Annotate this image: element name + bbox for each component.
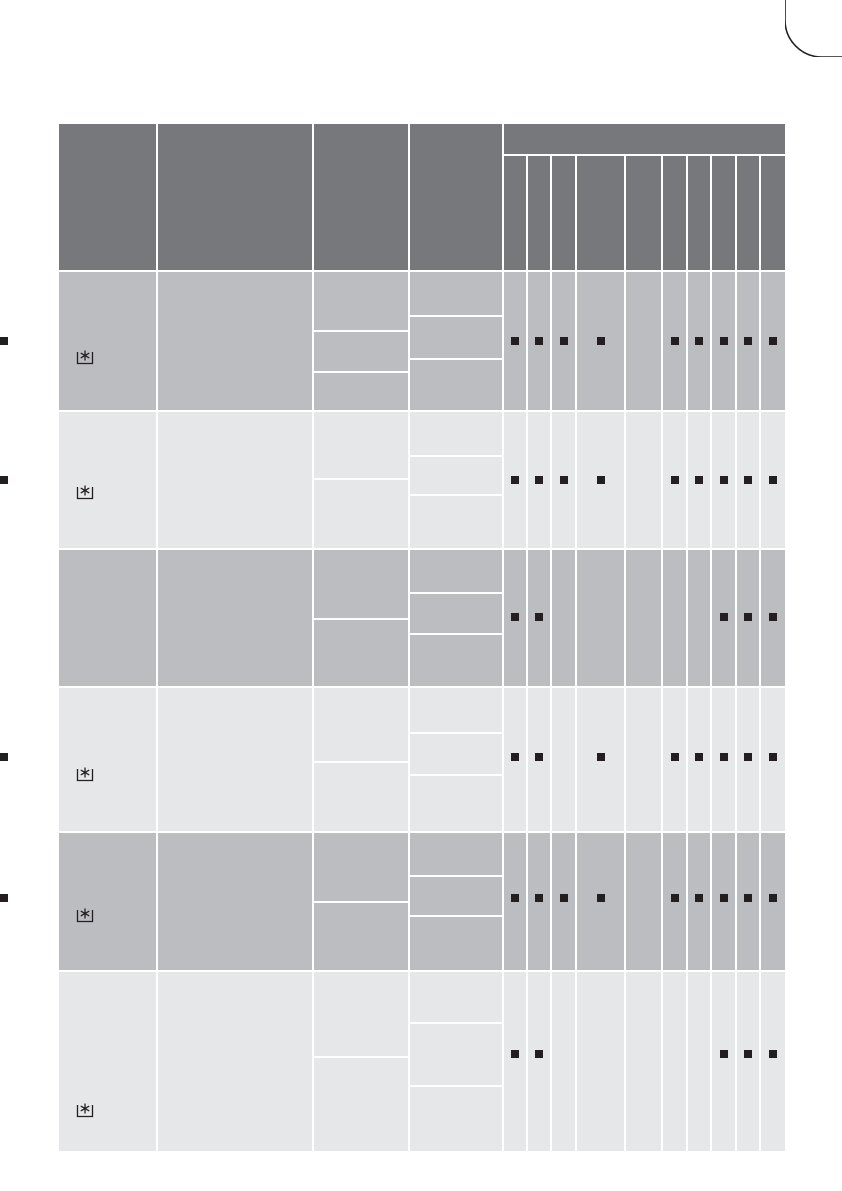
asterisk-in-box-icon [76, 484, 94, 500]
asterisk-in-box-icon [76, 766, 94, 782]
grid-line [313, 1056, 409, 1058]
asterisk-in-box-icon [76, 1102, 94, 1118]
filled-square-icon [720, 476, 728, 484]
grid-line [313, 330, 409, 332]
table-header [59, 124, 785, 271]
filled-square-icon [744, 476, 752, 484]
filled-square-icon [511, 337, 519, 345]
grid-line [409, 774, 503, 776]
filled-square-icon [597, 337, 605, 345]
grid-line [686, 155, 688, 1151]
grid-line [313, 761, 409, 763]
filled-square-icon [744, 1050, 752, 1058]
grid-line [408, 124, 410, 1151]
filled-square-icon [695, 894, 703, 902]
filled-square-icon [0, 894, 8, 902]
grid-line [409, 732, 503, 734]
filled-square-icon [695, 337, 703, 345]
grid-line [409, 1085, 503, 1087]
grid-line [409, 494, 503, 496]
filled-square-icon [535, 337, 543, 345]
filled-square-icon [535, 753, 543, 761]
grid-line [59, 970, 785, 972]
grid-line [502, 124, 504, 1151]
grid-line [313, 901, 409, 903]
grid-line [409, 915, 503, 917]
filled-square-icon [744, 894, 752, 902]
filled-square-icon [535, 894, 543, 902]
filled-square-icon [769, 894, 777, 902]
grid-line [409, 633, 503, 635]
filled-square-icon [597, 894, 605, 902]
grid-line [575, 155, 577, 1151]
filled-square-icon [744, 753, 752, 761]
grid-line [759, 155, 761, 1151]
filled-square-icon [695, 753, 703, 761]
filled-square-icon [720, 894, 728, 902]
grid-line [313, 478, 409, 480]
grid-line [313, 618, 409, 620]
grid-line [710, 155, 712, 1151]
grid-line [409, 315, 503, 317]
grid-line [312, 124, 314, 1151]
table-row [59, 549, 785, 687]
grid-line [59, 686, 785, 688]
filled-square-icon [720, 337, 728, 345]
filled-square-icon [560, 337, 568, 345]
grid-line [59, 831, 785, 833]
grid-line [409, 1022, 503, 1024]
filled-square-icon [0, 753, 8, 761]
filled-square-icon [511, 894, 519, 902]
asterisk-in-box-icon [76, 349, 94, 365]
filled-square-icon [0, 337, 8, 345]
filled-square-icon [695, 476, 703, 484]
grid-line [409, 358, 503, 360]
filled-square-icon [671, 337, 679, 345]
grid-line [409, 455, 503, 457]
filled-square-icon [671, 476, 679, 484]
filled-square-icon [720, 753, 728, 761]
grid-line [503, 154, 785, 156]
asterisk-in-box-icon [76, 907, 94, 923]
filled-square-icon [511, 613, 519, 621]
grid-line [526, 155, 528, 1151]
filled-square-icon [769, 753, 777, 761]
corner-crop-mark [785, 0, 842, 57]
filled-square-icon [511, 1050, 519, 1058]
grid-line [735, 155, 737, 1151]
filled-square-icon [535, 1050, 543, 1058]
grid-line [409, 592, 503, 594]
filled-square-icon [769, 613, 777, 621]
filled-square-icon [769, 1050, 777, 1058]
grid-line [409, 875, 503, 877]
grid-line [313, 371, 409, 373]
filled-square-icon [511, 476, 519, 484]
grid-line [59, 270, 785, 272]
filled-square-icon [560, 476, 568, 484]
filled-square-icon [671, 894, 679, 902]
filled-square-icon [535, 613, 543, 621]
filled-square-icon [720, 1050, 728, 1058]
grid-line [661, 155, 663, 1151]
table-row [59, 971, 785, 1151]
filled-square-icon [535, 476, 543, 484]
filled-square-icon [511, 753, 519, 761]
grid-line [156, 124, 158, 1151]
grid-line [59, 410, 785, 412]
filled-square-icon [744, 337, 752, 345]
filled-square-icon [597, 753, 605, 761]
filled-square-icon [720, 613, 728, 621]
grid-line [624, 155, 626, 1151]
filled-square-icon [560, 894, 568, 902]
grid-line [550, 155, 552, 1151]
filled-square-icon [671, 753, 679, 761]
filled-square-icon [0, 476, 8, 484]
filled-square-icon [597, 476, 605, 484]
filled-square-icon [744, 613, 752, 621]
filled-square-icon [769, 337, 777, 345]
grid-line [59, 548, 785, 550]
filled-square-icon [769, 476, 777, 484]
